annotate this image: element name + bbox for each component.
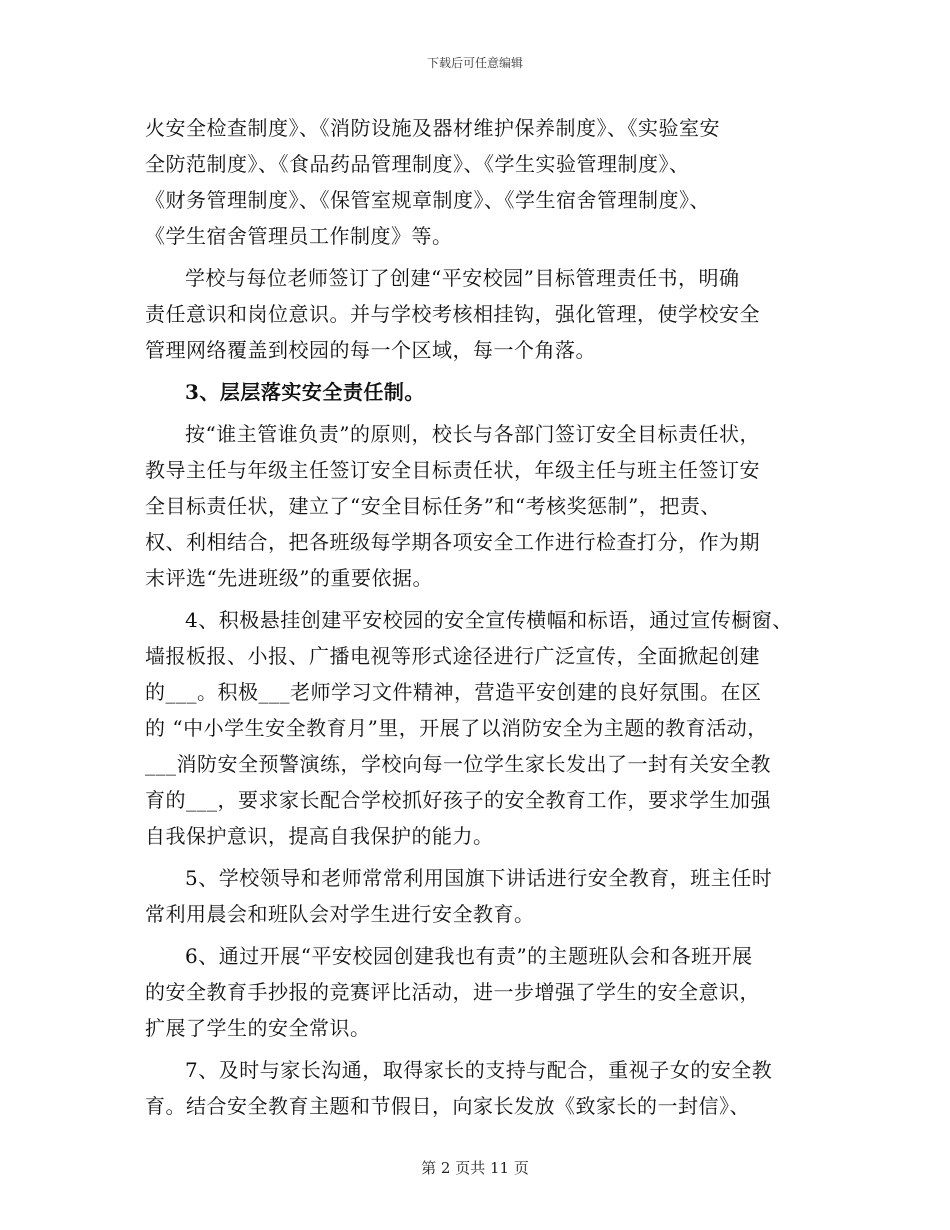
text-line: 自我保护意识，提高自我保护的能力。 <box>145 824 494 848</box>
text-line: 全目标责任状，建立了“安全目标任务”和“考核奖惩制”，把责、 <box>145 494 721 518</box>
paragraph <box>145 602 810 854</box>
text-line: 的___。积极___老师学习文件精神，营造平安创建的良好氛围。在区 <box>145 680 762 704</box>
text-line: 常利用晨会和班队会对学生进行安全教育。 <box>145 902 535 926</box>
text-line: 的安全教育手抄报的竞赛评比活动，进一步增强了学生的安全意识， <box>145 980 760 1004</box>
text-line: 5、学校领导和老师常常利用国旗下讲话进行安全教育，班主任时 <box>185 866 773 890</box>
page-number: 第 2 页共 11 页 <box>421 1159 529 1177</box>
heading-text: 3、层层落实安全责任制。 <box>185 380 425 404</box>
document-body <box>145 110 810 1124</box>
text-line: 全防范制度》、《食品药品管理制度》、《学生实验管理制度》、 <box>145 152 690 176</box>
text-line: 墙报板报、小报、广播电视等形式途径进行广泛宣传，全面掀起创建 <box>145 644 760 668</box>
text-line: 权、利相结合，把各班级每学期各项安全工作进行检查打分，作为期 <box>145 530 760 554</box>
text-line: 教导主任与年级主任签订安全目标责任状，年级主任与班主任签订安 <box>145 458 760 482</box>
text-line: 4、积极悬挂创建平安校园的安全宣传横幅和标语，通过宣传橱窗、 <box>185 608 793 632</box>
text-line: 《学生宿舍管理员工作制度》等。 <box>145 224 453 248</box>
paragraph <box>145 260 810 368</box>
paragraph <box>145 416 810 596</box>
paragraph <box>145 860 810 932</box>
text-line: 《财务管理制度》、《保管室规章制度》、《学生宿舍管理制度》、 <box>145 188 710 212</box>
text-line: 7、及时与家长沟通，取得家长的支持与配合，重视子女的安全教 <box>185 1058 773 1082</box>
text-line: 管理网络覆盖到校园的每一个区域，每一个角落。 <box>145 338 596 362</box>
text-line: 的 “中小学生安全教育月”里，开展了以消防安全为主题的教育活动， <box>145 716 768 740</box>
page-header: 下载后可任意编辑 <box>426 56 523 70</box>
section-heading <box>145 374 810 410</box>
text-line: 育的___，要求家长配合学校抓好孩子的安全教育工作，要求学生加强 <box>145 788 771 812</box>
paragraph <box>145 110 810 254</box>
text-line: 按“谁主管谁负责”的原则，校长与各部门签订安全目标责任状， <box>185 422 760 446</box>
text-line: 火安全检查制度》、《消防设施及器材维护保养制度》、《实验室安 <box>145 116 720 140</box>
text-line: 育。结合安全教育主题和节假日，向家长发放《致家长的一封信》、 <box>145 1094 750 1118</box>
text-line: 扩展了学生的安全常识。 <box>145 1016 371 1040</box>
text-line: 责任意识和岗位意识。并与学校考核相挂钩，强化管理，使学校安全 <box>145 302 760 326</box>
text-line: 末评选“先进班级”的重要依据。 <box>145 566 433 590</box>
text-line: ___消防安全预警演练，学校向每一位学生家长发出了一封有关安全教 <box>145 752 771 776</box>
paragraph <box>145 938 810 1046</box>
text-line: 学校与每位老师签订了创建“平安校园”目标管理责任书，明确 <box>185 266 740 290</box>
text-line: 6、通过开展“平安校园创建我也有责”的主题班队会和各班开展 <box>185 944 753 968</box>
paragraph <box>145 1052 810 1124</box>
